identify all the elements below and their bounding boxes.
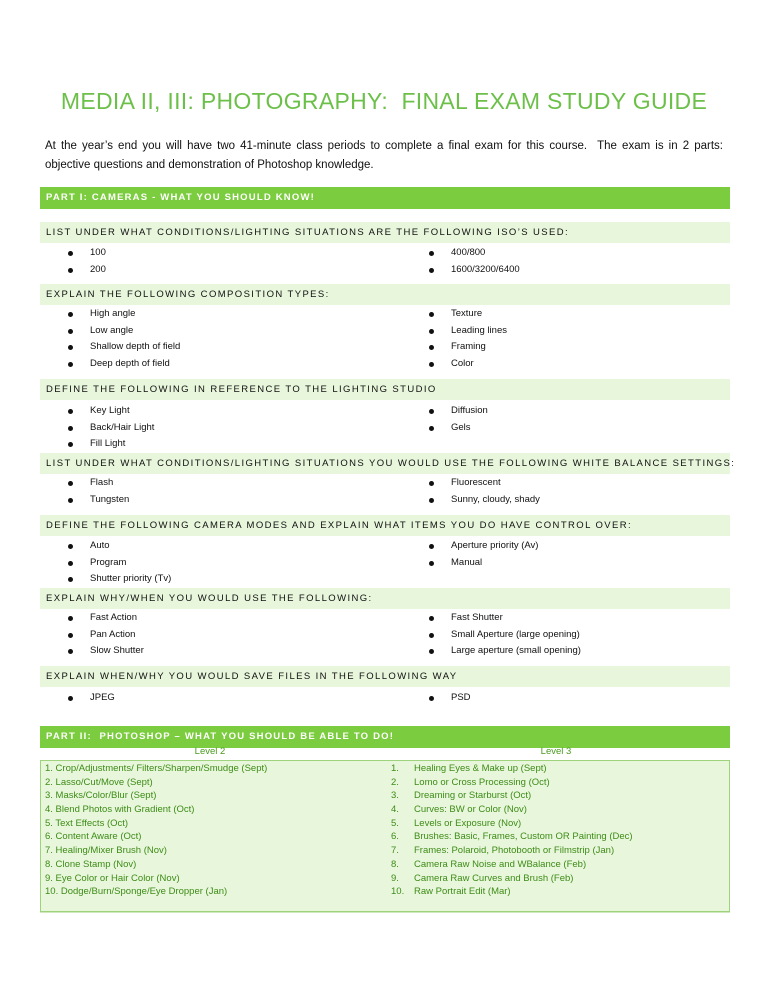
bullet-item-text: Sunny, cloudy, shady	[451, 493, 540, 505]
level2-item: 5. Text Effects (Oct)	[45, 817, 129, 829]
level3-item	[391, 762, 633, 776]
level2-item: 6. Content Aware (Oct)	[45, 831, 142, 843]
section-iso-left-list	[68, 245, 368, 278]
bullet-item	[429, 475, 729, 492]
level2-item: 8. Clone Stamp (Nov)	[45, 858, 137, 870]
bullet-item-text: Deep depth of field	[90, 357, 170, 369]
bullet-item	[429, 643, 729, 660]
bullet-item	[68, 690, 368, 707]
bullet-icon	[68, 251, 73, 256]
bullet-icon	[68, 426, 73, 431]
bullet-item-text: Color	[451, 357, 474, 369]
bullet-item-text: Leading lines	[451, 324, 507, 336]
bullet-item-text: Back/Hair Light	[90, 421, 155, 433]
level2-item: 4. Blend Photos with Gradient (Oct)	[45, 804, 195, 816]
bullet-item-text: Framing	[451, 341, 486, 352]
bullet-item	[429, 323, 729, 340]
bullet-item	[429, 538, 729, 555]
bullet-item	[68, 339, 368, 356]
bullet-item	[68, 323, 368, 340]
level3-item-text: Frames: Polaroid, Photobooth or Filmstrip (Jan)	[414, 845, 615, 857]
bullet-item	[68, 245, 368, 262]
level3-item	[391, 844, 633, 858]
section-shutter-left-list	[68, 610, 368, 660]
bullet-icon	[429, 312, 434, 317]
level3-item-text: Dreaming or Starburst (Oct)	[414, 790, 532, 802]
section-composition-header: EXPLAIN THE FOLLOWING COMPOSITION TYPES:	[40, 284, 730, 305]
intro-paragraph: At the year’s end you will have two 41-minute class periods to complete a final exam for this course. The exam is in 2 parts: objective questions and demonstration of Photoshop knowledge.	[45, 140, 727, 171]
section-file-format-right-list	[429, 690, 729, 707]
section-white-balance-right-list	[429, 475, 729, 508]
level3-item-number: 5.	[391, 817, 399, 829]
level2-label: Level 2	[194, 746, 226, 757]
level3-item	[391, 830, 633, 844]
section-lighting-right-list	[429, 403, 729, 436]
bullet-item-text: Diffusion	[451, 405, 488, 416]
part2-header: PART II: PHOTOSHOP – WHAT YOU SHOULD BE ABLE TO DO!	[40, 726, 730, 748]
bullet-item	[68, 555, 368, 572]
bullet-item	[68, 475, 368, 492]
bullet-icon	[68, 649, 73, 654]
level3-item-text: Healing Eyes & Make up (Sept)	[414, 763, 547, 774]
bullet-item	[68, 643, 368, 660]
level3-item-text: Levels or Exposure (Nov)	[414, 817, 522, 829]
level2-item: 1. Crop/Adjustments/ Filters/Sharpen/Smudge (Sept)	[45, 763, 268, 774]
bullet-icon	[68, 442, 73, 447]
bullet-item-text: Manual	[451, 556, 483, 568]
bullet-item	[429, 610, 729, 627]
bullet-icon	[429, 251, 434, 256]
bullet-item-text: 100	[90, 247, 106, 258]
level3-list	[391, 762, 633, 899]
level3-item	[391, 776, 633, 790]
level3-item-text: Raw Portrait Edit (Mar)	[414, 886, 511, 898]
level3-item-number: 10.	[391, 886, 405, 898]
bullet-item	[429, 262, 729, 279]
section-file-format-left-list	[68, 690, 368, 707]
bullet-icon	[429, 544, 434, 549]
level3-item-text: Lomo or Cross Processing (Oct)	[414, 776, 550, 788]
bullet-item-text: PSD	[451, 692, 471, 703]
level2-item: 2. Lasso/Cut/Move (Sept)	[45, 776, 153, 788]
bullet-item-text: Auto	[90, 540, 110, 551]
bullet-icon	[429, 329, 434, 334]
part1-header: PART I: CAMERAS - WHAT YOU SHOULD KNOW!	[40, 187, 730, 209]
bullet-item-text: Shutter priority (Tv)	[90, 573, 172, 584]
level2-list	[45, 762, 267, 899]
bullet-item	[429, 356, 729, 373]
bullet-item-text: Large aperture (small opening)	[451, 645, 581, 656]
bullet-item-text: Texture	[451, 308, 483, 319]
level3-item-text: Brushes: Basic, Frames, Custom OR Painting (Dec)	[414, 831, 633, 843]
bullet-item	[429, 245, 729, 262]
level2-item: 9. Eye Color or Hair Color (Nov)	[45, 872, 180, 884]
level3-item-number: 7.	[391, 845, 399, 857]
bullet-item-text: Fill Light	[90, 438, 126, 449]
bullet-icon	[68, 696, 73, 701]
bullet-item	[68, 262, 368, 279]
bullet-icon	[68, 561, 73, 566]
level3-item-number: 9.	[391, 872, 399, 884]
bullet-item	[68, 436, 368, 453]
page-title: MEDIA II, III: PHOTOGRAPHY: FINAL EXAM STUDY GUIDE	[60, 88, 708, 114]
bullet-icon	[68, 268, 73, 273]
bullet-item-text: Program	[90, 556, 127, 568]
bullet-item	[68, 356, 368, 373]
bullet-icon	[68, 312, 73, 317]
bullet-icon	[429, 268, 434, 273]
bullet-item	[429, 627, 729, 644]
bullet-item-text: 200	[90, 263, 106, 275]
bullet-icon	[68, 362, 73, 367]
level3-item	[391, 858, 633, 872]
bullet-item	[429, 420, 729, 437]
bullet-item-text: High angle	[90, 308, 136, 319]
bullet-item	[68, 627, 368, 644]
bullet-item	[429, 555, 729, 572]
level3-item	[391, 817, 633, 831]
level3-item-number: 8.	[391, 858, 399, 870]
level3-item	[391, 885, 633, 899]
level3-item-number: 2.	[391, 776, 399, 788]
bullet-item-text: Aperture priority (Av)	[451, 540, 539, 551]
bullet-icon	[429, 345, 434, 350]
section-iso-right-list	[429, 245, 729, 278]
level3-item	[391, 803, 633, 817]
bullet-item-text: Fast Action	[90, 612, 137, 623]
bullet-icon	[68, 577, 73, 582]
level2-item: 7. Healing/Mixer Brush (Nov)	[45, 845, 167, 857]
section-white-balance-header: LIST UNDER WHAT CONDITIONS/LIGHTING SITUATIONS YOU WOULD USE THE FOLLOWING WHITE BALANCE SETTINGS:	[40, 453, 730, 474]
section-file-format-header: EXPLAIN WHEN/WHY YOU WOULD SAVE FILES IN THE FOLLOWING WAY	[40, 666, 730, 687]
level2-item: 3. Masks/Color/Blur (Sept)	[45, 790, 157, 802]
section-lighting-header: DEFINE THE FOLLOWING IN REFERENCE TO THE LIGHTING STUDIO	[40, 379, 730, 400]
bullet-icon	[68, 329, 73, 334]
bullet-item-text: JPEG	[90, 692, 115, 703]
section-shutter-right-list	[429, 610, 729, 660]
bullet-item	[68, 538, 368, 555]
level3-item-text: Curves: BW or Color (Nov)	[414, 804, 527, 816]
bullet-icon	[429, 481, 434, 486]
bullet-item-text: Small Aperture (large opening)	[451, 628, 580, 640]
level3-item-text: Camera Raw Curves and Brush (Feb)	[414, 872, 574, 884]
bullet-icon	[429, 409, 434, 414]
bullet-item	[68, 306, 368, 323]
section-composition-right-list	[429, 306, 729, 372]
section-shutter-header: EXPLAIN WHY/WHEN YOU WOULD USE THE FOLLOWING:	[40, 588, 730, 609]
bullet-icon	[68, 544, 73, 549]
bullet-item-text: Slow Shutter	[90, 645, 144, 656]
bullet-item	[429, 690, 729, 707]
bullet-item-text: Gels	[451, 421, 471, 433]
level3-item-number: 6.	[391, 831, 399, 843]
bottom-divider	[40, 912, 730, 913]
bullet-icon	[429, 426, 434, 431]
bullet-icon	[429, 616, 434, 621]
bullet-icon	[429, 696, 434, 701]
bullet-item	[429, 492, 729, 509]
level3-item	[391, 789, 633, 803]
level3-label: Level 3	[540, 746, 572, 757]
section-white-balance-left-list	[68, 475, 368, 508]
section-composition-left-list	[68, 306, 368, 372]
bullet-item	[429, 403, 729, 420]
bullet-item-text: Pan Action	[90, 628, 136, 640]
bullet-item	[68, 571, 368, 588]
bullet-icon	[68, 498, 73, 503]
level3-item-number: 1.	[391, 763, 399, 774]
bullet-item	[68, 492, 368, 509]
bullet-icon	[68, 481, 73, 486]
bullet-item-text: Fast Shutter	[451, 612, 503, 623]
section-camera-modes-right-list	[429, 538, 729, 571]
level3-item	[391, 872, 633, 886]
bullet-item-text: Key Light	[90, 405, 130, 416]
section-lighting-left-list	[68, 403, 368, 453]
bullet-item	[429, 339, 729, 356]
bullet-item-text: 400/800	[451, 247, 486, 258]
bullet-icon	[68, 345, 73, 350]
bullet-item-text: Tungsten	[90, 493, 130, 505]
section-camera-modes-header: DEFINE THE FOLLOWING CAMERA MODES AND EXPLAIN WHAT ITEMS YOU DO HAVE CONTROL OVER:	[40, 515, 730, 536]
level2-item: 10. Dodge/Burn/Sponge/Eye Dropper (Jan)	[45, 886, 228, 898]
bullet-icon	[68, 616, 73, 621]
bullet-icon	[429, 561, 434, 566]
bullet-icon	[68, 409, 73, 414]
bullet-icon	[429, 633, 434, 638]
bullet-icon	[429, 498, 434, 503]
bullet-item-text: Shallow depth of field	[90, 341, 181, 352]
bullet-icon	[429, 649, 434, 654]
bullet-item-text: 1600/3200/6400	[451, 263, 520, 275]
level3-item-number: 4.	[391, 804, 399, 816]
bullet-item-text: Fluorescent	[451, 477, 501, 488]
level3-item-number: 3.	[391, 790, 399, 802]
bullet-icon	[68, 633, 73, 638]
bullet-item	[68, 403, 368, 420]
bullet-item-text: Low angle	[90, 324, 134, 336]
bullet-item	[68, 420, 368, 437]
section-iso-header: LIST UNDER WHAT CONDITIONS/LIGHTING SITUATIONS ARE THE FOLLOWING ISO’S USED:	[40, 222, 730, 243]
bullet-item	[68, 610, 368, 627]
level3-item-text: Camera Raw Noise and WBalance (Feb)	[414, 858, 587, 870]
bullet-item-text: Flash	[90, 477, 114, 488]
bullet-icon	[429, 362, 434, 367]
section-camera-modes-left-list	[68, 538, 368, 588]
bullet-item	[429, 306, 729, 323]
